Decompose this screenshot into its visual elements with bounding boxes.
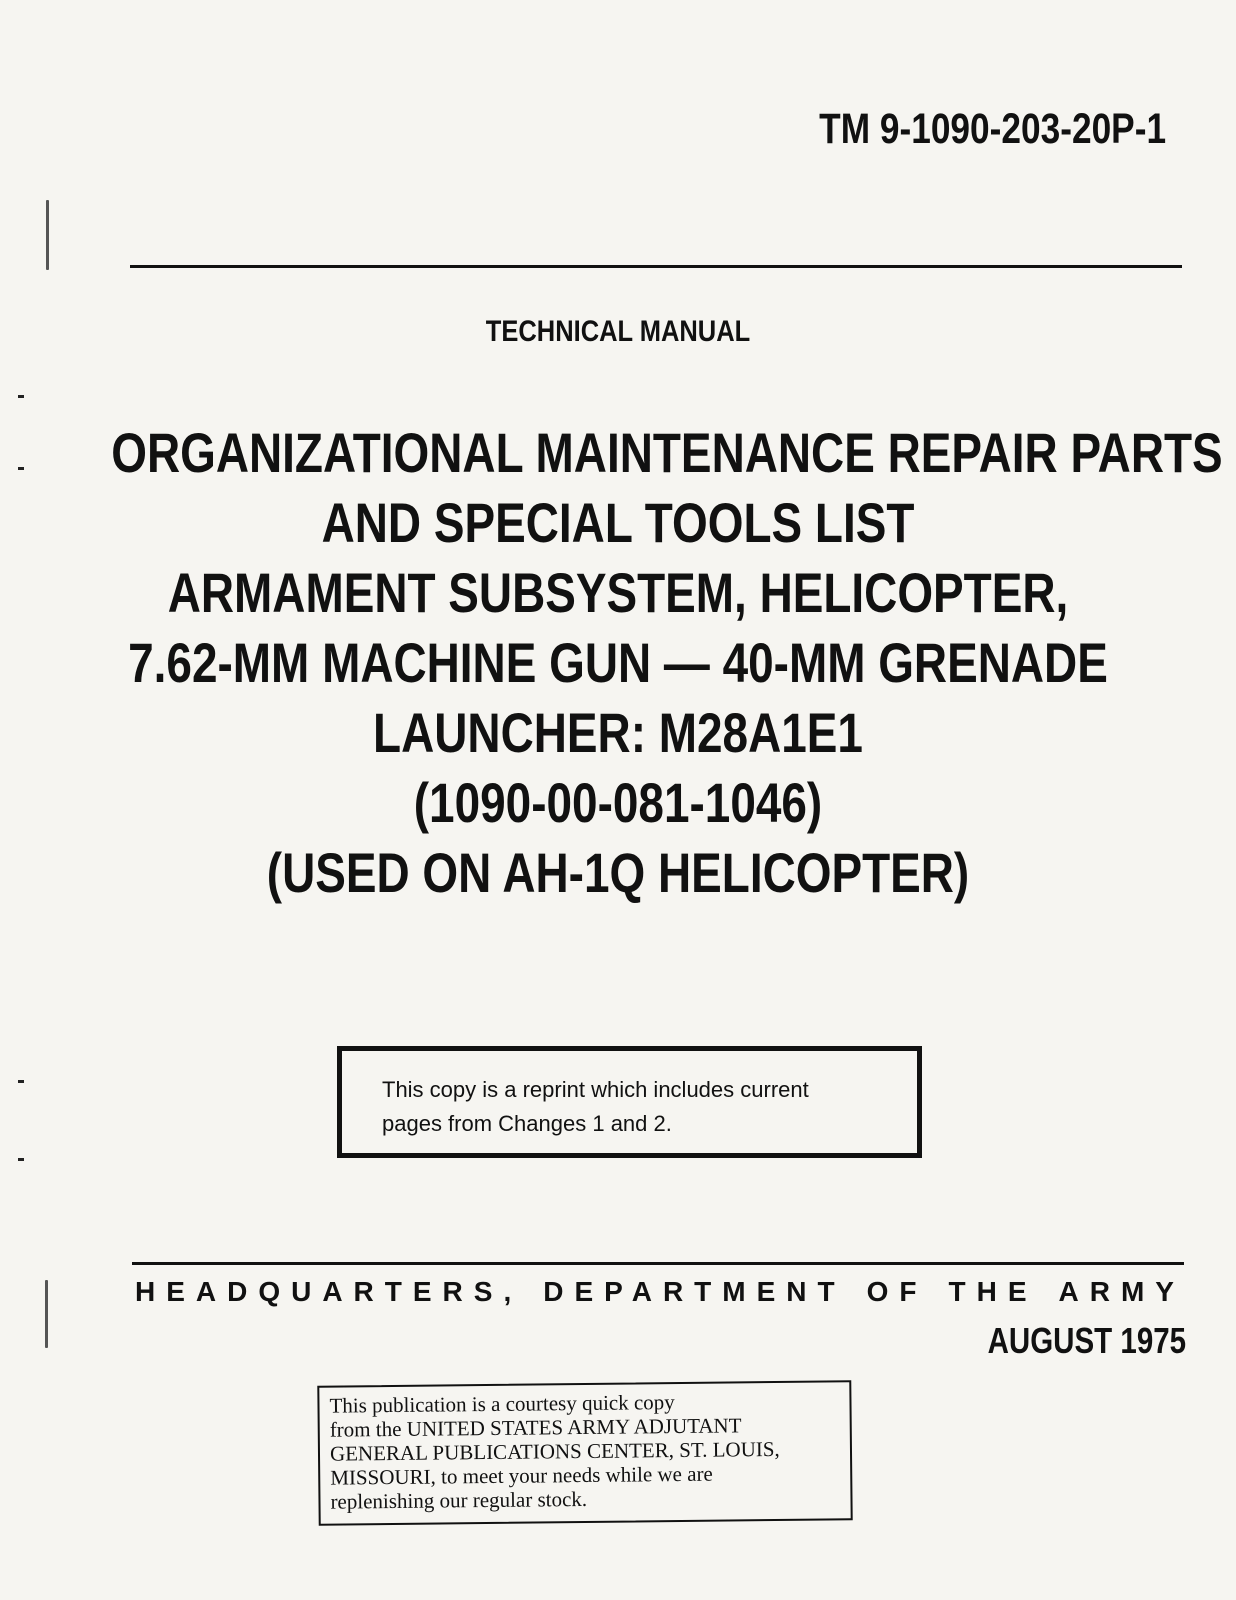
- manual-title: [0, 418, 1236, 908]
- headquarters-word: THE: [948, 1276, 1038, 1307]
- headquarters-line: [135, 1276, 1185, 1308]
- courtesy-copy-stamp: [317, 1380, 852, 1526]
- courtesy-line: MISSOURI, to meet your needs while we are: [330, 1461, 713, 1490]
- bottom-rule: [132, 1262, 1184, 1265]
- courtesy-line: GENERAL PUBLICATIONS CENTER, ST. LOUIS,: [329, 1436, 780, 1466]
- tm-number: TM 9-1090-203-20P-1: [819, 105, 1166, 153]
- courtesy-line: This publication is a courtesy quick copy: [329, 1390, 675, 1418]
- edge-mark: [18, 1080, 24, 1083]
- top-rule: [130, 265, 1182, 268]
- headquarters-word: HEADQUARTERS,: [135, 1276, 523, 1307]
- title-line: ARMAMENT SUBSYSTEM, HELICOPTER,: [167, 561, 1069, 624]
- edge-mark: [18, 1158, 24, 1161]
- manual-type-heading: TECHNICAL MANUAL: [485, 315, 751, 348]
- staple-bottom: [45, 1280, 48, 1348]
- reprint-notice-line: This copy is a reprint which includes current: [382, 1077, 809, 1102]
- title-line: (USED ON AH-1Q HELICOPTER): [266, 841, 970, 904]
- headquarters-word: DEPARTMENT: [543, 1276, 846, 1307]
- headquarters-word: OF: [866, 1276, 928, 1307]
- reprint-notice-line: pages from Changes 1 and 2.: [382, 1111, 672, 1136]
- title-line: (1090-00-081-1046): [413, 771, 823, 834]
- courtesy-line: replenishing our regular stock.: [330, 1486, 588, 1514]
- courtesy-line: from the UNITED STATES ARMY ADJUTANT: [329, 1413, 742, 1442]
- title-line: AND SPECIAL TOOLS LIST: [321, 491, 915, 554]
- staple-top: [46, 200, 49, 270]
- reprint-notice-box: [337, 1046, 922, 1158]
- headquarters-word: ARMY: [1058, 1276, 1185, 1307]
- edge-mark: [18, 395, 24, 398]
- title-line: 7.62-MM MACHINE GUN — 40-MM GRENADE: [128, 631, 1108, 694]
- title-line: LAUNCHER: M28A1E1: [373, 701, 863, 764]
- title-line: ORGANIZATIONAL MAINTENANCE REPAIR PARTS: [111, 421, 1223, 484]
- publication-date: AUGUST 1975: [987, 1320, 1186, 1361]
